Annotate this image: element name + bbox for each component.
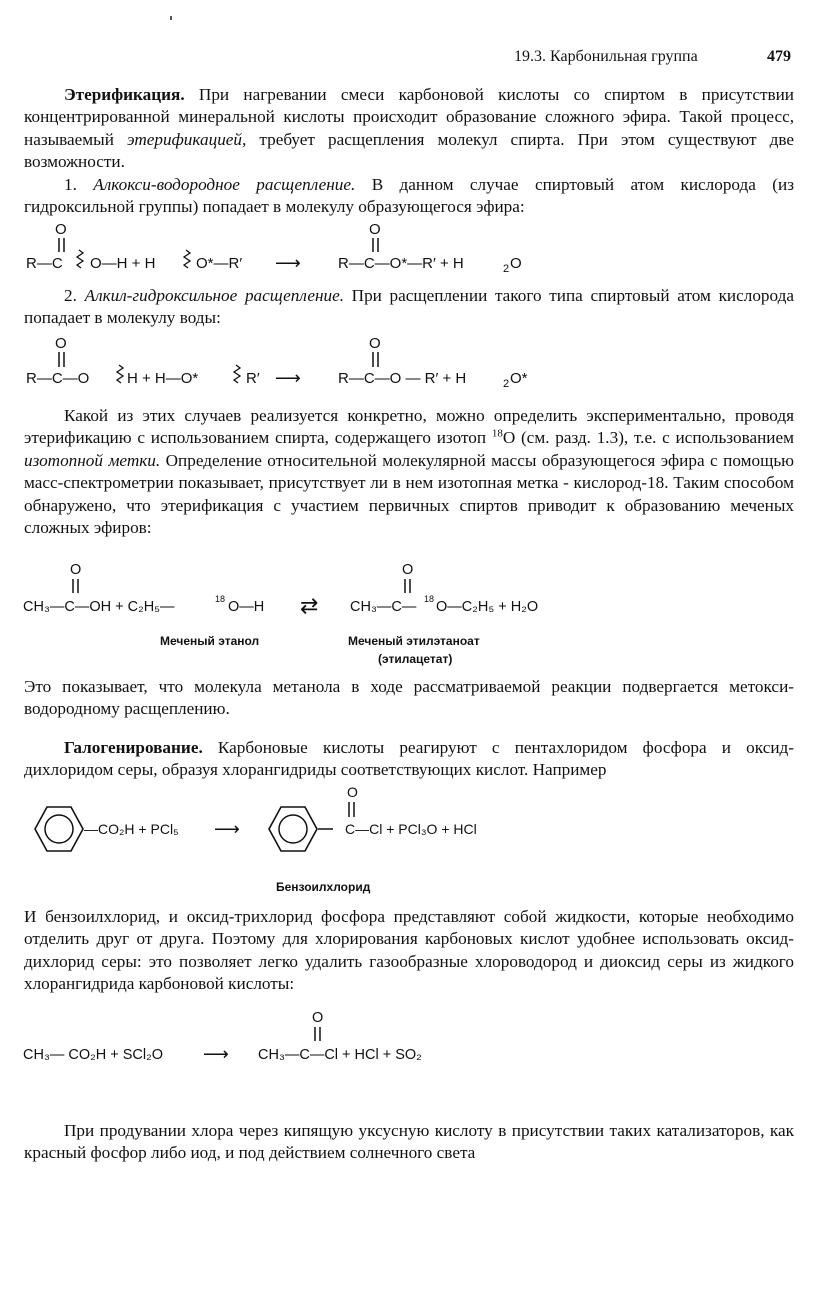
paragraph: Это показывает, что молекула метанола в ходе рассматриваемой реакции подвергается метокси-водородному расщеплению.	[24, 677, 794, 719]
subscript: 2	[503, 263, 510, 275]
alcohol-end: O—H	[228, 599, 265, 615]
reactant-acid: CH₃—C—OH + C₂H₅—	[23, 599, 175, 615]
subscript: 2	[503, 378, 510, 390]
section-heading: Этерификация.	[64, 85, 185, 104]
carbonyl-oxygen: O	[402, 562, 414, 578]
equation-2	[26, 335, 528, 390]
products: CH₃—C—Cl + HCl + SO₂	[258, 1047, 422, 1063]
caption-benzoyl-chloride: Бензоилхлорид	[276, 880, 371, 894]
ester-end: O—C₂H₅ + H₂O	[436, 599, 539, 615]
reactants: CH₃— CO₂H + SCl₂O	[23, 1047, 164, 1063]
product: R—C—O*—R′ + H	[338, 255, 464, 272]
section-heading: Галогенирование.	[64, 738, 203, 757]
paragraph: Этерификация. При нагревании смеси карбоновой кислоты со спиртом в присутствии концентрированной минеральной кислоты происходит образование сложного эфира. Такой процесс, называемый этерификацией, требует расщепления молекул спирта. При этом существуют две возможности.	[24, 85, 794, 172]
reactant-middle: H + H—O*	[127, 370, 199, 387]
term: этерификацией,	[127, 129, 247, 149]
cleavage-mark	[77, 250, 83, 268]
equation-4	[35, 784, 477, 894]
case-title: Алкокси-водородное расщепление.	[93, 174, 356, 194]
caption-labelled-ester: Меченый этилэтаноат	[348, 634, 480, 648]
water-oxygen: O*	[510, 370, 528, 387]
caption-ethyl-acetate: (этилацетат)	[378, 652, 453, 666]
reaction-arrow: ⟶	[275, 253, 301, 273]
product: R—C—O — R′ + H	[338, 370, 467, 387]
paragraph: Какой из этих случаев реализуется конкретно, можно определить экспериментально, проводя этерификацию с использованием спирта, содержащего изотоп $^{18}$O (см. разд. 1.3), т.е. с использованием изотопной метки. Определение относительной молекулярной массы образующегося эфира с помощью масс-спектрометрии показывает, присутствует ли в нем изотопная метка - кислород-18. Таким способом обнаружено, что этерификация с участием первичных спиртов приводит к образованию меченых сложных эфиров:	[24, 406, 794, 538]
paragraph: При продувании хлора через кипящую уксусную кислоту в присутствии таких катализаторов, как красный фосфор либо иод, и под действием солнечного света	[24, 1121, 794, 1163]
ester-start: CH₃—C—	[350, 599, 417, 615]
caption-labelled-ethanol: Меченый этанол	[160, 634, 260, 648]
equilibrium-arrow: ⇄	[300, 593, 319, 618]
benzene-ring-reactant	[35, 807, 83, 851]
term: изотопной метки.	[24, 450, 161, 470]
paragraph: Галогенирование. Карбоновые кислоты реагируют с пентахлоридом фосфора и оксид-дихлоридом серы, образуя хлорангидриды соответствующих кислот. Например	[24, 738, 794, 780]
cleavage-mark	[117, 365, 123, 383]
carbonyl-oxygen: O	[70, 562, 82, 578]
cleavage-mark	[234, 365, 240, 383]
reactant-acid: R—C	[26, 255, 63, 272]
carbonyl-oxygen: O	[369, 335, 381, 352]
reaction-arrow: ⟶	[214, 819, 240, 839]
reactant-benzoic-acid: —CO₂H + PCl₅	[84, 821, 179, 837]
benzene-ring-product	[269, 807, 317, 851]
reactant-alcohol: O*—R′	[196, 255, 243, 272]
page-number: 479	[767, 48, 791, 65]
case-title: Алкил-гидроксильное расщепление.	[84, 286, 344, 305]
product-benzoyl-chloride: C—Cl + PCl₃O + HCl	[345, 821, 477, 837]
carbonyl-oxygen: O	[347, 784, 358, 800]
paragraph: И бензоилхлорид, и оксид-трихлорид фосфора представляют собой жидкости, которые необходимо отделить друг от друга. Поэтому для хлорирования карбоновых кислот удобнее использовать оксид-дихлорид серы: это позволяет легко удалить газообразные хлороводород и диоксид серы из жидкого хлорангидрида карбоновой кислоты:	[24, 907, 794, 994]
equation-1	[26, 221, 522, 275]
reaction-arrow: ⟶	[203, 1044, 229, 1064]
carbonyl-oxygen: O	[55, 221, 67, 238]
carbonyl-oxygen: O	[312, 1010, 324, 1026]
carbonyl-oxygen: O	[55, 335, 67, 352]
equation-3	[23, 562, 538, 666]
carbonyl-oxygen: O	[369, 221, 381, 238]
isotope-mass: 18	[215, 594, 226, 604]
equation-5	[23, 1010, 422, 1064]
reactant-alcohol: R′	[246, 370, 260, 387]
water-oxygen: O	[510, 255, 522, 272]
reactant-middle: O—H + H	[90, 255, 156, 272]
paragraph: 1. Алкокси-водородное расщепление. В данном случае спиртовый атом кислорода (из гидроксильной группы) попадает в молекулу образующегося эфира:	[24, 174, 794, 217]
cleavage-mark	[184, 250, 190, 268]
reactant-acid: R—C—O	[26, 370, 90, 387]
section-title: 19.3. Карбонильная группа	[514, 48, 698, 65]
paragraph: 2. Алкил-гидроксильное расщепление. При расщеплении такого типа спиртовый атом кислорода попадает в молекулу воды:	[24, 286, 794, 328]
isotope-mass: 18	[424, 594, 435, 604]
reaction-arrow: ⟶	[275, 368, 301, 388]
